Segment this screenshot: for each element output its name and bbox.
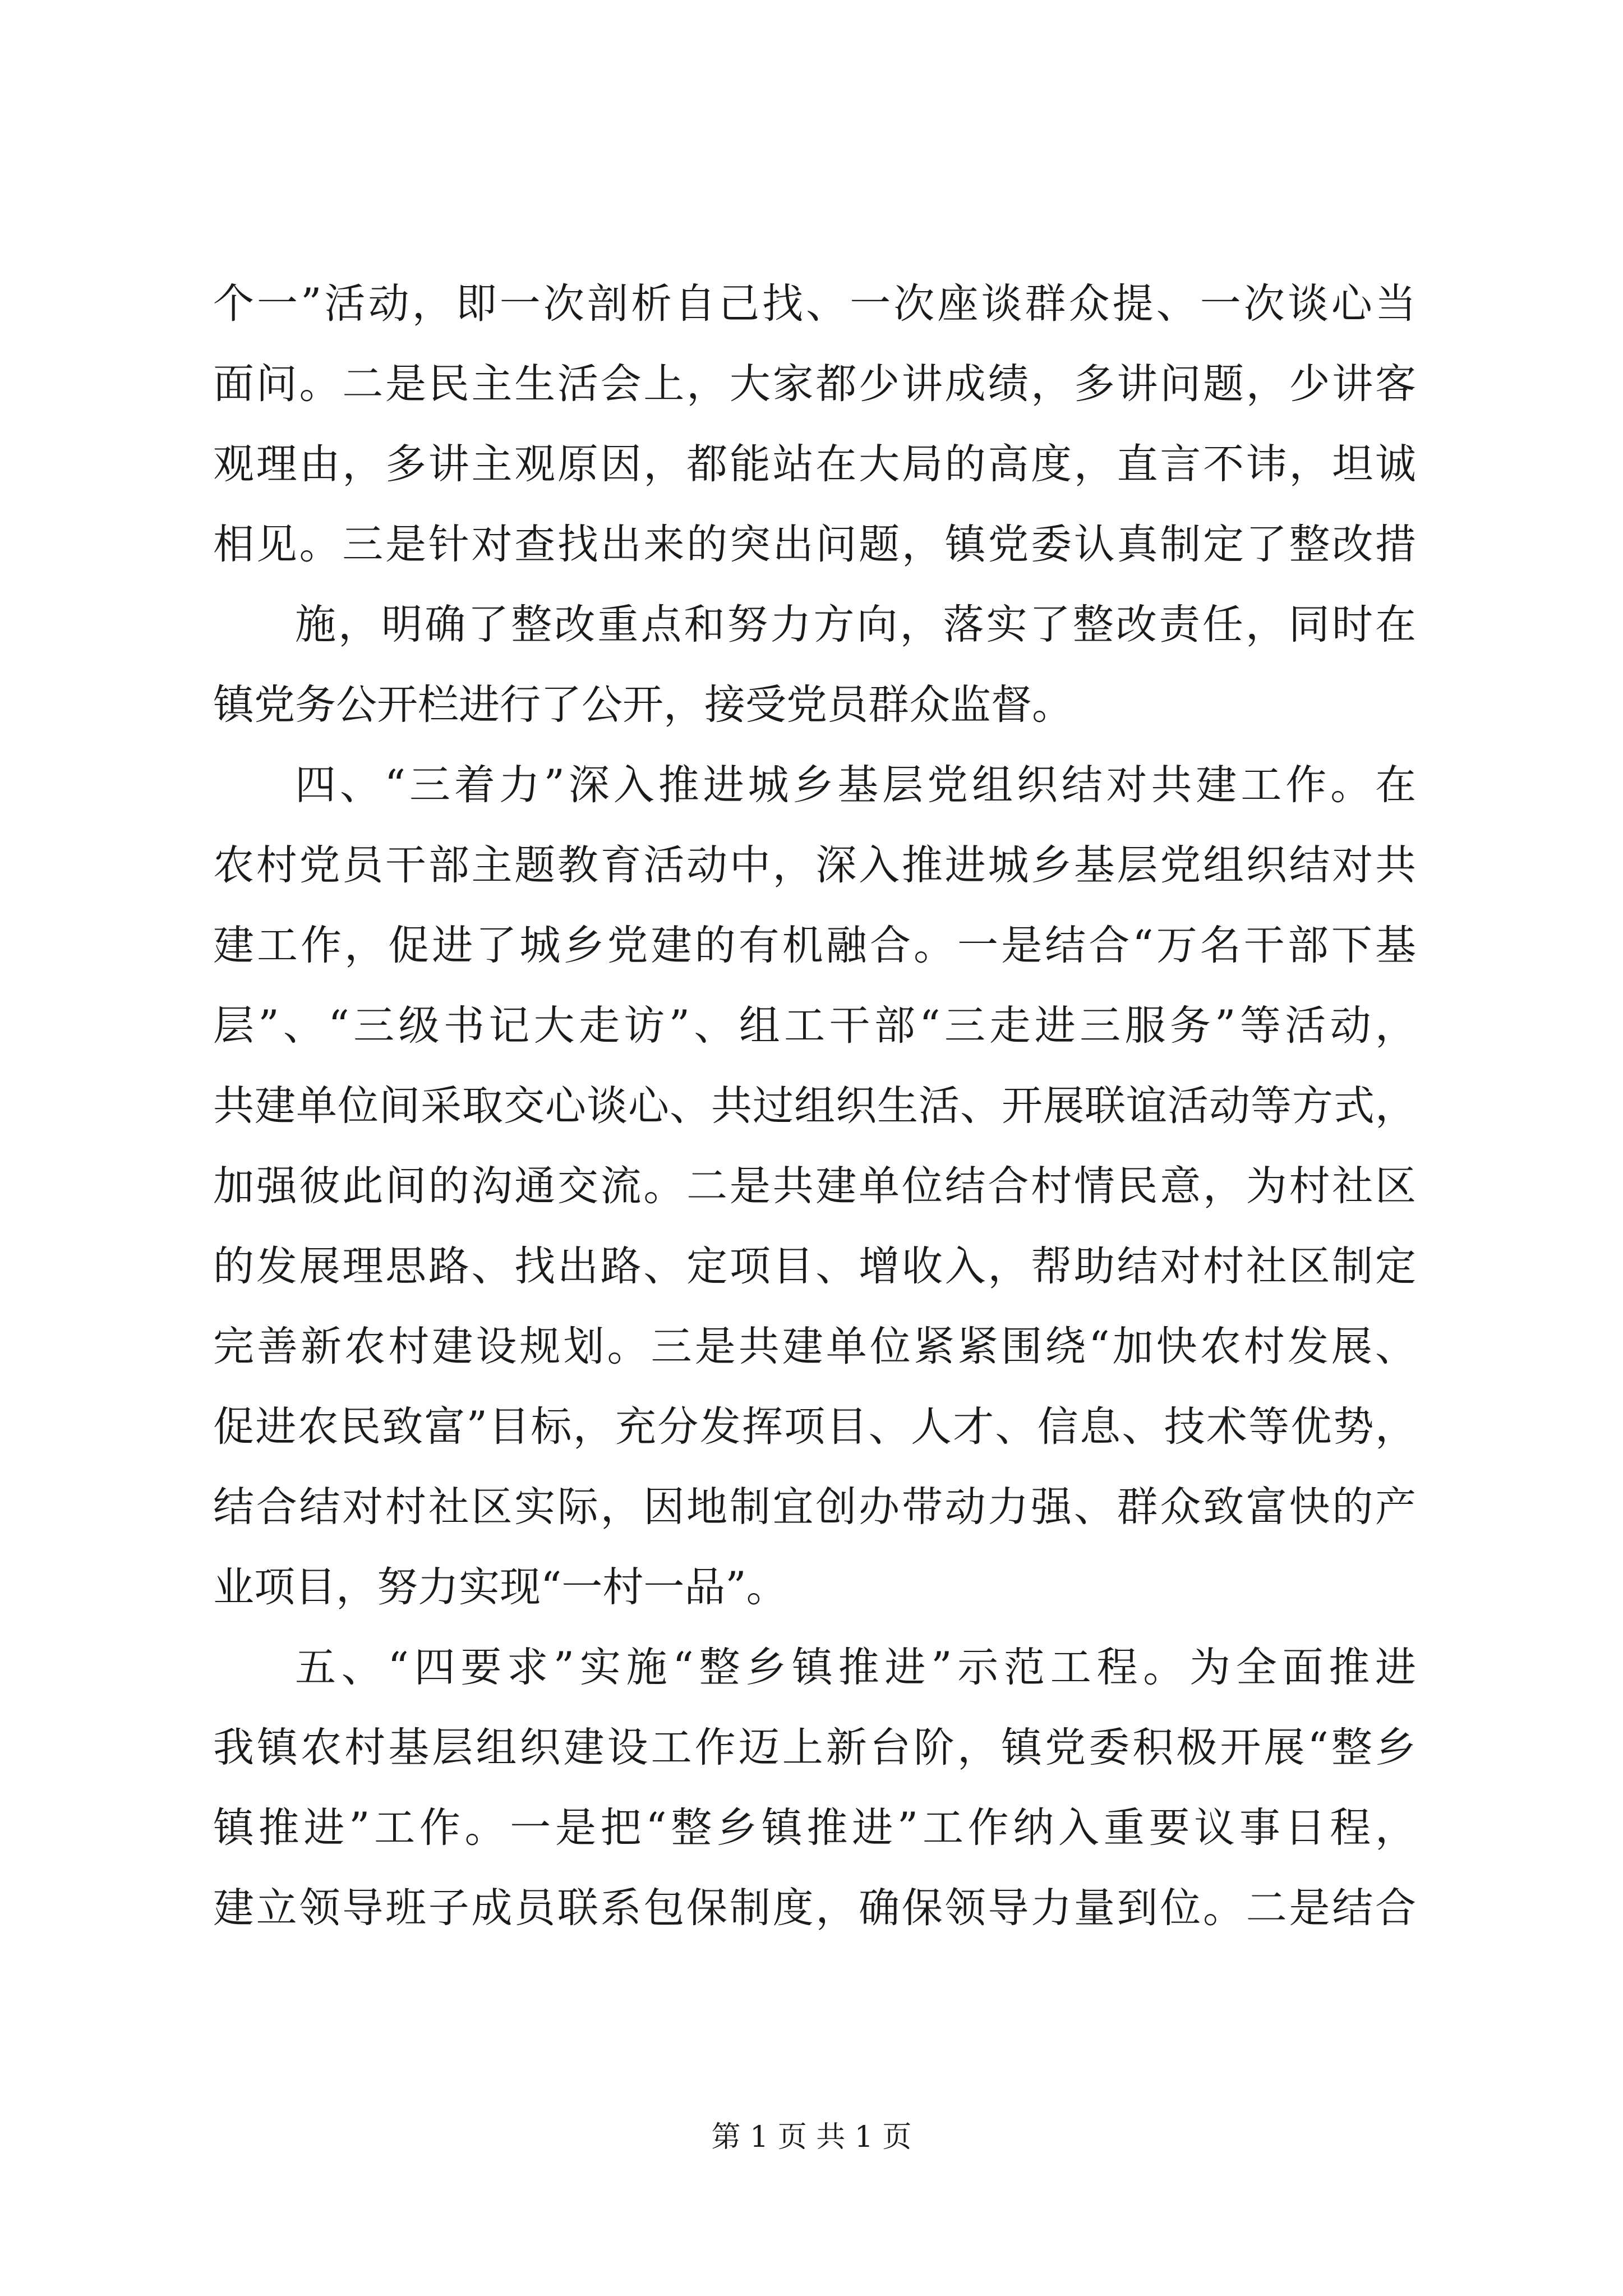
text-line: 镇推进”工作。一是把“整乡镇推进”工作纳入重要议事日程，	[213, 1804, 1416, 1852]
text-line: 结合结对村社区实际，因地制宜创办带动力强、群众致富快的产	[213, 1483, 1416, 1531]
text-line: 个一”活动，即一次剖析自己找、一次座谈群众提、一次谈心当	[213, 280, 1416, 328]
page-footer: 第 1 页 共 1 页	[711, 2120, 912, 2154]
text-line: 层”、“三级书记大走访”、组工干部“三走进三服务”等活动，	[213, 1002, 1416, 1050]
text-line: 加强彼此间的沟通交流。二是共建单位结合村情民意，为村社区	[213, 1162, 1416, 1210]
text-line: 共建单位间采取交心谈心、共过组织生活、开展联谊活动等方式，	[213, 1082, 1416, 1130]
text-line: 观理由，多讲主观原因，都能站在大局的高度，直言不讳，坦诚	[213, 440, 1416, 488]
text-line: 镇党务公开栏进行了公开，接受党员群众监督。	[213, 681, 1073, 729]
text-line: 的发展理思路、找出路、定项目、增收入，帮助结对村社区制定	[213, 1243, 1416, 1290]
text-line: 五、“四要求”实施“整乡镇推进”示范工程。为全面推进	[295, 1644, 1416, 1691]
text-line: 业项目，努力实现“一村一品”。	[213, 1563, 787, 1611]
text-line: 四、“三着力”深入推进城乡基层党组织结对共建工作。在	[295, 761, 1416, 809]
document-body	[213, 264, 1416, 1948]
text-line: 建立领导班子成员联系包保制度，确保领导力量到位。二是结合	[213, 1884, 1416, 1932]
text-line: 我镇农村基层组织建设工作迈上新台阶，镇党委积极开展“整乡	[213, 1724, 1416, 1772]
text-line: 促进农民致富”目标，充分发挥项目、人才、信息、技术等优势，	[213, 1403, 1416, 1451]
text-line: 完善新农村建设规划。三是共建单位紧紧围绕“加快农村发展、	[213, 1323, 1416, 1370]
text-line: 面问。二是民主生活会上，大家都少讲成绩，多讲问题，少讲客	[213, 360, 1416, 408]
text-line: 农村党员干部主题教育活动中，深入推进城乡基层党组织结对共	[213, 841, 1416, 889]
text-line: 相见。三是针对查找出来的突出问题，镇党委认真制定了整改措	[213, 521, 1416, 568]
text-line: 施，明确了整改重点和努力方向，落实了整改责任，同时在	[295, 601, 1416, 648]
text-line: 建工作，促进了城乡党建的有机融合。一是结合“万名干部下基	[213, 922, 1416, 969]
